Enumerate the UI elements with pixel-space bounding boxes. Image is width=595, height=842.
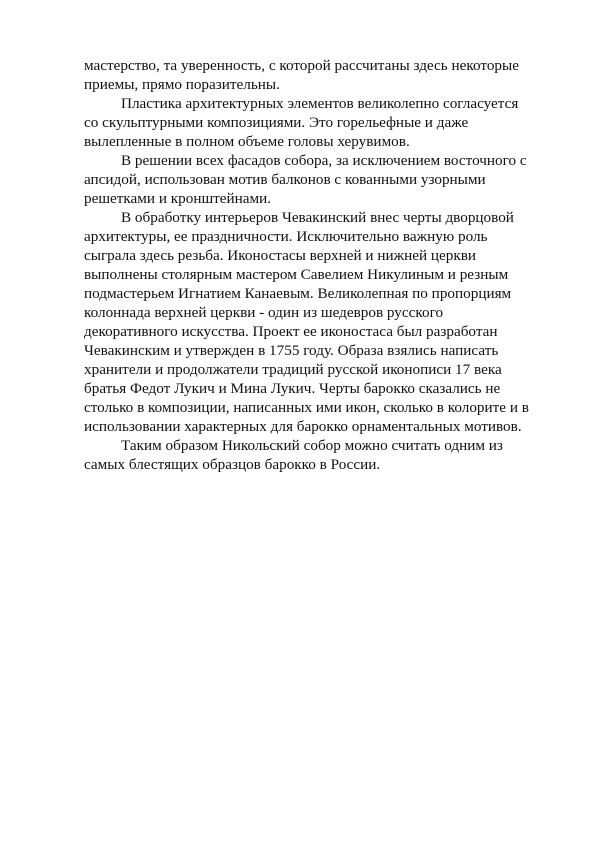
text-line: со скульптурными композициями. Это горельефные и даже bbox=[84, 114, 469, 131]
text-line: столько в композиции, написанных ими икон, сколько в колорите и в bbox=[84, 399, 529, 416]
text-line: В решении всех фасадов собора, за исключением восточного с bbox=[121, 152, 527, 169]
text-line: декоративного искусства. Проект ее иконостаса был разработан bbox=[84, 323, 498, 340]
text-line: мастерство, та уверенность, с которой рассчитаны здесь некоторые bbox=[84, 57, 519, 74]
text-line: решетками и кронштейнами. bbox=[84, 190, 272, 207]
text-line: хранители и продолжатели традиций русской иконописи 17 века bbox=[84, 361, 502, 378]
text-line: колоннада верхней церкви - один из шедевров русского bbox=[84, 304, 444, 321]
text-line: архитектуры, ее праздничности. Исключительно важную роль bbox=[84, 228, 488, 245]
text-line: сыграла здесь резьба. Иконостасы верхней и нижней церкви bbox=[84, 247, 477, 264]
text-line: апсидой, использован мотив балконов с кованными узорными bbox=[84, 171, 486, 188]
text-line: Чевакинским и утвержден в 1755 году. Образа взялись написать bbox=[84, 342, 499, 359]
text-line: вылепленные в полном объеме головы херувимов. bbox=[84, 133, 410, 150]
text-line: подмастерьем Игнатием Канаевым. Великолепная по пропорциям bbox=[84, 285, 512, 302]
text-line: самых блестящих образцов барокко в России. bbox=[84, 456, 381, 473]
text-line: братья Федот Лукич и Мина Лукич. Черты барокко сказались не bbox=[84, 380, 501, 397]
text-line: использовании характерных для барокко орнаментальных мотивов. bbox=[84, 418, 522, 435]
text-line: Пластика архитектурных элементов великолепно согласуется bbox=[121, 95, 519, 112]
text-line: Таким образом Никольский собор можно считать одним из bbox=[121, 437, 503, 454]
document-body-text bbox=[84, 56, 554, 474]
text-line: приемы, прямо поразительны. bbox=[84, 76, 280, 93]
text-line: выполнены столярным мастером Савелием Никулиным и резным bbox=[84, 266, 509, 283]
text-line: В обработку интерьеров Чевакинский внес черты дворцовой bbox=[121, 209, 514, 226]
